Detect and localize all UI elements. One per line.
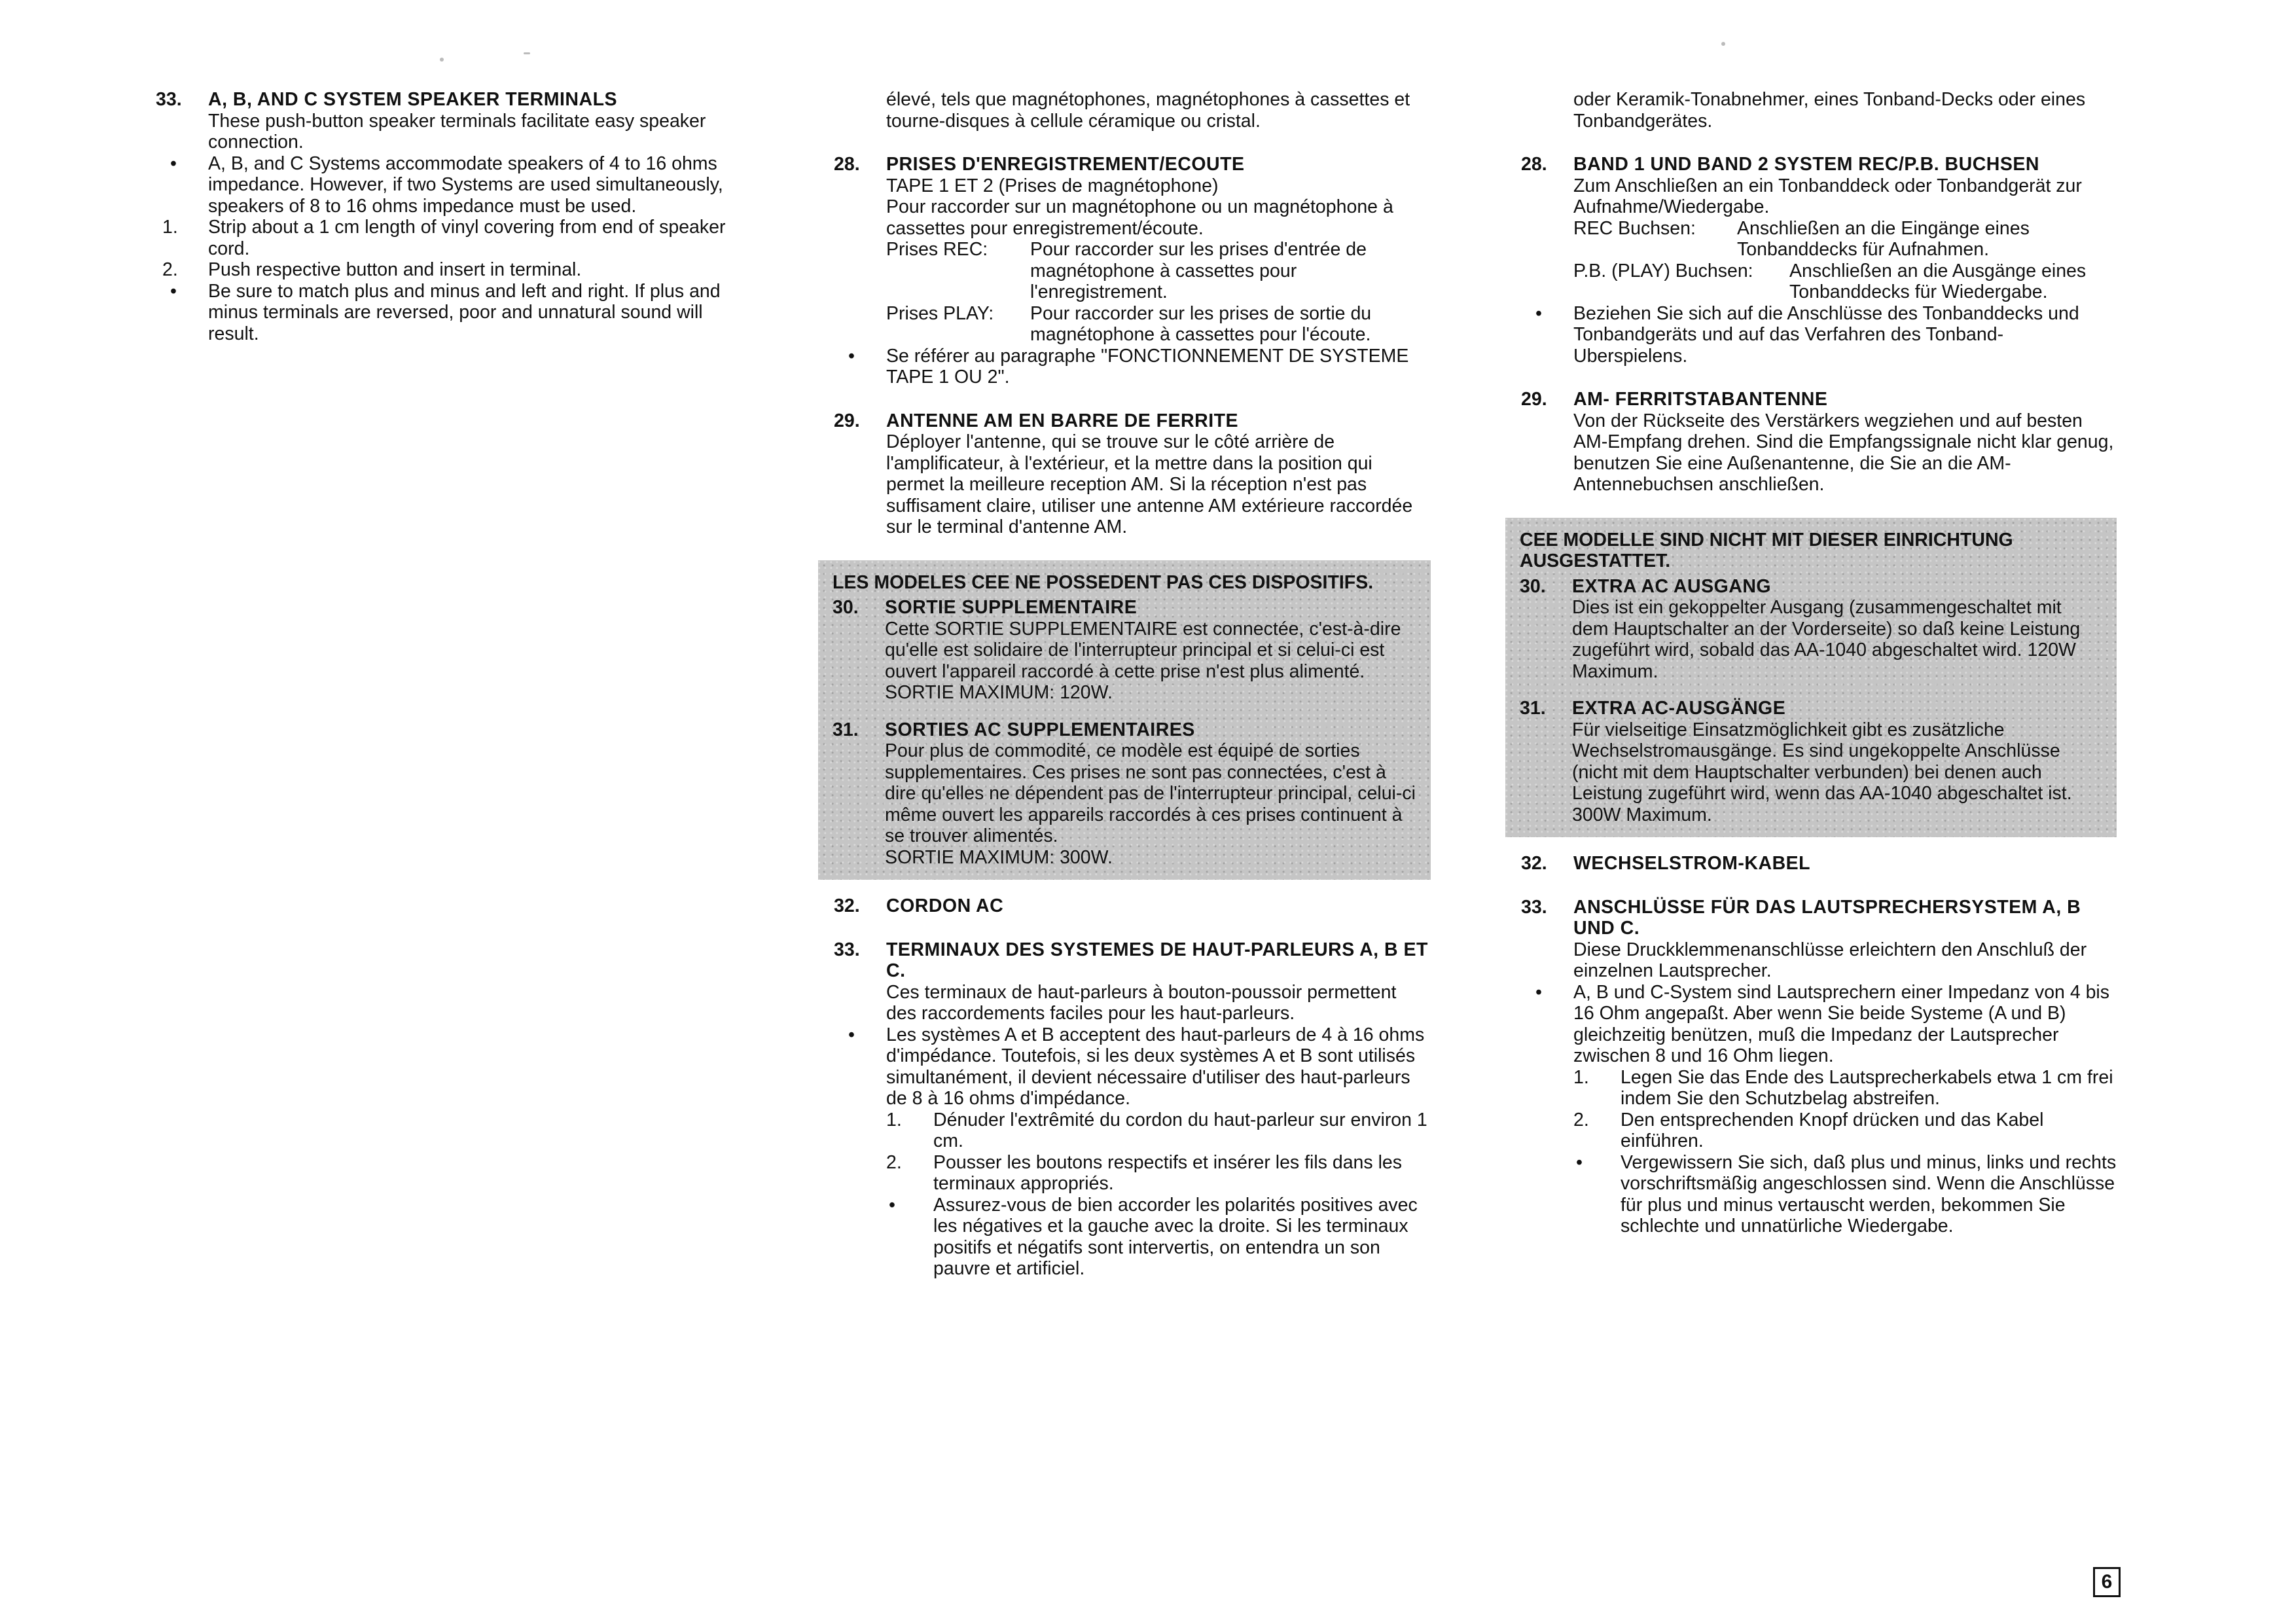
french-column <box>834 89 1431 1302</box>
fr-section-31 <box>833 719 1416 869</box>
section-number: 29. <box>834 410 860 431</box>
section-title: EXTRA AC-AUSGÄNGE <box>1572 698 1786 719</box>
rec-definition <box>886 239 1431 303</box>
english-column <box>156 89 751 367</box>
bullet-item <box>834 1024 1431 1110</box>
section-title: PRISES D'ENREGISTREMENT/ECOUTE <box>886 154 1245 175</box>
note-text: Assurez-vous de bien accorder les polarités positives avec les négatives et la gauche avec la droite. Si les terminaux positifs et négatifs sont intervertis, on entendra un son pauvre et artificiel. <box>933 1194 1418 1279</box>
continuation-text: oder Keramik-Tonabnehmer, eines Tonband-Decks oder eines Tonbandgerätes. <box>1573 89 2086 132</box>
definition-key: P.B. (PLAY) Buchsen: <box>1573 260 1753 281</box>
bullet-marker: • <box>1535 302 1542 324</box>
step-item <box>1573 1067 2117 1110</box>
bullet-text: Se référer au paragraphe "FONCTIONNEMENT DE SYSTEME TAPE 1 OU 2". <box>886 345 1409 388</box>
definition-key: Prises REC: <box>886 239 988 260</box>
fr-section-28 <box>834 154 1431 388</box>
bullet-marker: • <box>170 153 177 174</box>
de-section-31 <box>1520 698 2102 825</box>
section-number: 33. <box>1521 896 1547 918</box>
section-title: ANSCHLÜSSE FÜR DAS LAUTSPRECHERSYSTEM A, B UND C. <box>1573 896 2081 939</box>
bullet-marker: • <box>889 1194 895 1216</box>
step-text: Den entsprechenden Knopf drücken und das Kabel einführen. <box>1621 1109 2044 1151</box>
scan-speck <box>440 58 444 62</box>
bullet-marker: • <box>848 1024 855 1045</box>
paragraph-text: Von der Rückseite des Verstärkers wegziehen und auf besten AM-Empfang drehen. Sind die Empfangssignale nicht klar genug, benutzen Sie eine Außenantenne, die Sie an die AM-Antennebuchsen anschließen. <box>1573 410 2114 495</box>
rec-definition <box>1573 218 2117 261</box>
subtitle-text: TAPE 1 ET 2 (Prises de magnétophone) <box>886 175 1219 196</box>
bullet-item <box>156 153 751 217</box>
section-title: EXTRA AC AUSGANG <box>1572 575 1772 597</box>
step-item <box>886 1152 1431 1195</box>
step-text: Dénuder l'extrêmité du cordon du haut-parleur sur environ 1 cm. <box>933 1109 1427 1151</box>
german-column <box>1521 89 2117 1259</box>
section-number: 30. <box>1520 575 1546 597</box>
section-title: SORTIE SUPPLEMENTAIRE <box>885 597 1138 618</box>
section-number: 28. <box>1521 154 1547 175</box>
page-number: 6 <box>2093 1567 2121 1597</box>
section-number: 33. <box>834 939 860 960</box>
box-heading: LES MODELES CEE NE POSSEDENT PAS CES DISPOSITIFS. <box>833 571 1374 593</box>
step-item <box>886 1110 1431 1152</box>
note-text: Vergewissern Sie sich, daß plus und minus, links und rechts vorschriftsmäßig angeschlossen sind. Wenn die Anschlüsse für plus und minus vertauscht werden, bekommen Sie schlechte und unnatürliche Wiedergabe. <box>1621 1151 2117 1236</box>
step-marker: 1. <box>1573 1066 1589 1088</box>
continuation-text: élevé, tels que magnétophones, magnétophones à cassettes et tourne-disques à cellule céramique ou cristal. <box>886 89 1410 132</box>
step-marker: 1. <box>162 217 178 238</box>
definition-value: Pour raccorder sur les prises de sortie du magnétophone à cassettes pour l'écoute. <box>1030 302 1372 345</box>
play-definition <box>886 303 1431 346</box>
de-section-30 <box>1520 576 2102 683</box>
section-title: CORDON AC <box>886 895 1004 916</box>
section-number: 31. <box>1520 698 1546 719</box>
paragraph-text: Dies ist ein gekoppelter Ausgang (zusammengeschaltet mit dem Hauptschalter an der Vorderseite) so daß keine Leistung zugeführt wird, sobald das AA-1040 abgeschaltet wird. 120W Maximum. <box>1572 597 2081 682</box>
section-number: 28. <box>834 154 860 175</box>
bullet-item <box>1521 303 2117 367</box>
step-marker: 2. <box>162 259 178 280</box>
section-number: 31. <box>833 719 859 740</box>
fr-section-32 <box>834 895 1431 917</box>
step-marker: 2. <box>1573 1109 1589 1130</box>
note-item <box>1573 1152 2117 1237</box>
fr-section-30 <box>833 597 1416 704</box>
definition-value: Anschließen an die Eingänge eines Tonbanddecks für Aufnahmen. <box>1737 217 2030 260</box>
paragraph-text: Pour raccorder sur un magnétophone ou un magnétophone à cassettes pour enregistrement/écoute. <box>886 196 1393 239</box>
section-title: BAND 1 UND BAND 2 SYSTEM REC/P.B. BUCHSEN <box>1573 154 2039 175</box>
bullet-text: A, B, and C Systems accommodate speakers of 4 to 16 ohms impedance. However, if two Systems are used simultaneously, speakers of 8 to 16 ohms impedance must be used. <box>208 153 723 217</box>
pb-definition <box>1573 261 2117 303</box>
step-text: Push respective button and insert in terminal. <box>208 259 582 280</box>
step-text: Pousser les boutons respectifs et insérer les fils dans les terminaux appropriés. <box>933 1151 1403 1194</box>
paragraph-text: Für vielseitige Einsatzmöglichkeit gibt es zusätzliche Wechselstromausgänge. Es sind ungekoppelte Anschlüsse (nicht mit dem Hauptschalter verbunden) bei denen auch Leistung zugeführt wird, wenn das AA-1040 abgeschaltet ist. 300W Maximum. <box>1572 719 2072 825</box>
bullet-item <box>834 346 1431 388</box>
de-continuation <box>1521 89 2117 132</box>
en-section-33 <box>156 89 751 344</box>
section-number: 32. <box>834 895 860 916</box>
intro-text: Ces terminaux de haut-parleurs à bouton-poussoir permettent des raccordements faciles pour les haut-parleurs. <box>886 981 1397 1024</box>
bullet-text: Be sure to match plus and minus and left and right. If plus and minus terminals are reversed, poor and unnatural sound will result. <box>208 280 721 344</box>
intro-text: Diese Druckklemmenanschlüsse erleichtern den Anschluß der einzelnen Lautsprecher. <box>1573 939 2087 981</box>
de-shaded-box <box>1505 518 2117 838</box>
step-text: Legen Sie das Ende des Lautsprecherkabels etwa 1 cm frei indem Sie den Schutzbelag abstreifen. <box>1621 1066 2113 1109</box>
definition-value: Pour raccorder sur les prises d'entrée de magnétophone à cassettes pour l'enregistrement. <box>1030 239 1367 302</box>
bullet-marker: • <box>170 280 177 302</box>
note-item <box>886 1195 1431 1280</box>
section-title: AM- FERRITSTABANTENNE <box>1573 389 1828 410</box>
de-section-29 <box>1521 389 2117 496</box>
scan-speck <box>524 52 530 54</box>
fr-shaded-box <box>818 560 1431 880</box>
bullet-item <box>1521 982 2117 1067</box>
bullet-item <box>156 281 751 345</box>
scan-speck <box>1721 42 1725 46</box>
section-number: 32. <box>1521 853 1547 874</box>
bullet-text: A, B und C-System sind Lautsprechern einer Impedanz von 4 bis 16 Ohm angepaßt. Aber wenn Sie beide Systeme (A und B) gleichzeitig benützen, muß die Impedanz der Lautsprecher zwischen 8 und 16 Ohm liegen. <box>1573 981 2110 1066</box>
section-number: 29. <box>1521 389 1547 410</box>
paragraph-text: Cette SORTIE SUPPLEMENTAIRE est connectée, c'est-à-dire qu'elle est solidaire de l'interrupteur principal et si celui-ci est ouvert l'appareil raccordé à cette prise n'est plus alimenté. <box>885 618 1401 682</box>
max-text: SORTIE MAXIMUM: 300W. <box>885 846 1113 868</box>
paragraph-text: Zum Anschließen an ein Tonbanddeck oder Tonbandgerät zur Aufnahme/Wiedergabe. <box>1573 175 2082 217</box>
step-item <box>156 217 751 259</box>
fr-section-29 <box>834 410 1431 538</box>
definition-value: Anschließen an die Ausgänge eines Tonbanddecks für Wiedergabe. <box>1789 260 2087 302</box>
section-title: ANTENNE AM EN BARRE DE FERRITE <box>886 410 1239 431</box>
step-marker: 1. <box>886 1109 902 1130</box>
section-number: 30. <box>833 597 859 618</box>
box-heading: CEE MODELLE SIND NICHT MIT DIESER EINRICHTUNG AUSGESTATTET. <box>1520 529 2013 571</box>
definition-key: Prises PLAY: <box>886 302 994 324</box>
bullet-marker: • <box>1535 981 1542 1003</box>
step-marker: 2. <box>886 1151 902 1173</box>
bullet-marker: • <box>1576 1151 1583 1173</box>
fr-section-33 <box>834 939 1431 1280</box>
section-title: SORTIES AC SUPPLEMENTAIRES <box>885 719 1195 740</box>
section-title: A, B, AND C SYSTEM SPEAKER TERMINALS <box>208 89 617 110</box>
de-section-28 <box>1521 154 2117 367</box>
definition-key: REC Buchsen: <box>1573 217 1696 239</box>
section-number: 33. <box>156 89 182 110</box>
paragraph-text: Pour plus de commodité, ce modèle est équipé de sorties supplementaires. Ces prises ne sont pas connectées, c'est à dire qu'elles ne dépendent pas de l'interrupteur principal, celui-ci même ouvert les appareils raccordés à ces prises continuent à se trouver alimentés. <box>885 740 1416 846</box>
de-section-32 <box>1521 853 2117 875</box>
step-item <box>1573 1110 2117 1152</box>
intro-text: These push-button speaker terminals facilitate easy speaker connection. <box>208 110 706 153</box>
section-title: TERMINAUX DES SYSTEMES DE HAUT-PARLEURS A, B ET C. <box>886 939 1428 981</box>
step-text: Strip about a 1 cm length of vinyl covering from end of speaker cord. <box>208 217 726 259</box>
step-item <box>156 259 751 281</box>
bullet-text: Les systèmes A et B acceptent des haut-parleurs de 4 à 16 ohms d'impédance. Toutefois, si les deux systèmes A et B sont utilisés simultanément, il devient nécessaire d'utiliser des haut-parleurs de 8 à 16 ohms d'impédance. <box>886 1024 1425 1109</box>
max-text: SORTIE MAXIMUM: 120W. <box>885 682 1113 703</box>
paragraph-text: Déployer l'antenne, qui se trouve sur le côté arrière de l'amplificateur, à l'extérieur, et la mettre dans la position qui permet la meilleure reception AM. Si la réception n'est pas suffisament claire, utiliser une antenne AM extérieure raccordée sur le terminal d'antenne AM. <box>886 431 1413 537</box>
de-section-33 <box>1521 897 2117 1237</box>
fr-continuation <box>834 89 1431 132</box>
bullet-marker: • <box>848 345 855 367</box>
section-title: WECHSELSTROM-KABEL <box>1573 853 1811 874</box>
bullet-text: Beziehen Sie sich auf die Anschlüsse des Tonbanddecks und Tonbandgeräts und auf das Verfahren des Tonband-Uberspielens. <box>1573 302 2079 367</box>
